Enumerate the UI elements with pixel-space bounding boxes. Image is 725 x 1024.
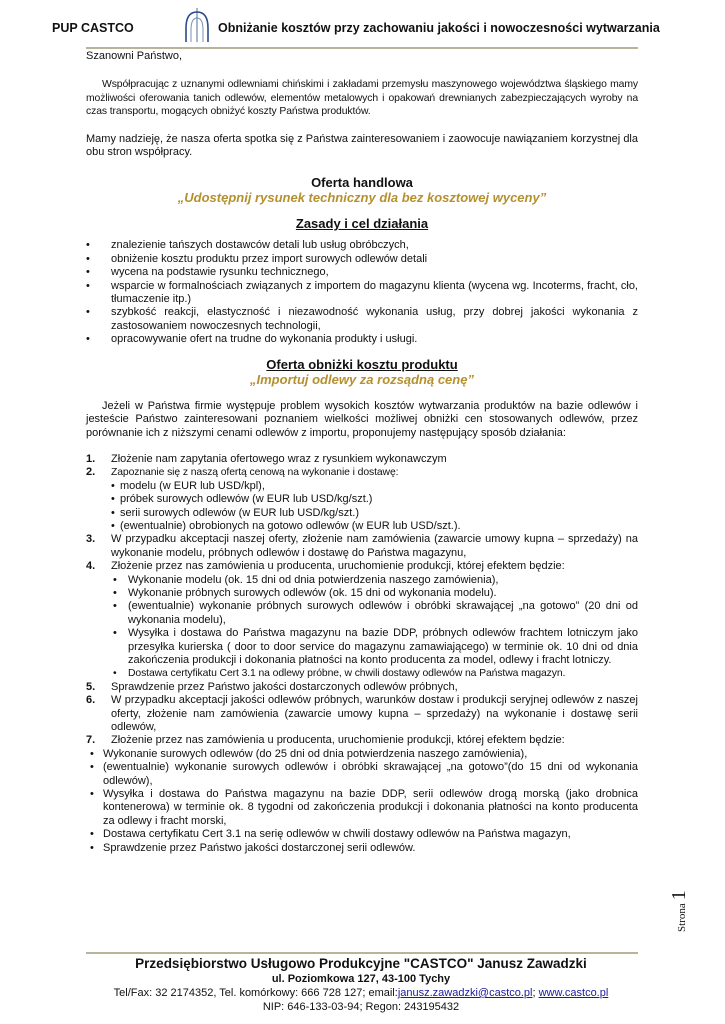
greeting: Szanowni Państwo, bbox=[86, 50, 182, 62]
header-divider bbox=[86, 47, 638, 49]
list-item: • szybkość reakcji, elastyczność i niezawodność wykonania usług, przy dobrej jakości wykonania z zastosowaniem nowoczesnych technologii, bbox=[86, 306, 638, 333]
list-item: • Wykonanie próbnych surowych odlewów (ok. 15 dni od wykonania modelu). bbox=[111, 587, 638, 600]
offer-cost-subtitle: „Importuj odlewy za rozsądną cenę” bbox=[250, 371, 474, 387]
principles-list bbox=[86, 239, 638, 346]
list-item: • próbek surowych odlewów (w EUR lub USD/kg/szt.) bbox=[111, 493, 638, 506]
step-number: 4. bbox=[86, 560, 96, 573]
step-item bbox=[86, 734, 638, 855]
list-item: • (ewentualnie) wykonanie próbnych surowych odlewów i obróbki skrawającej „na gotowo” (20 dni od wykonania modelu), bbox=[111, 600, 638, 627]
offer-trade-title: Oferta handlowa bbox=[311, 175, 413, 191]
step-subitems bbox=[86, 748, 638, 855]
footer-contact-prefix: Tel/Fax: 32 2174352, Tel. komórkowy: 666 728 127; email: bbox=[113, 987, 398, 999]
intro-paragraph: Współpracując z uznanymi odlewniami chińskimi i zakładami przemysłu maszynowego województwa śląskiego mamy możliwości oferowania tanich odlewów, elementów metalowych i opakowań drewnianych zabezpieczających wyroby na czas transportu, mogących obniżyć koszty Państwa produktów. bbox=[86, 79, 638, 118]
list-item: • Dostawa certyfikatu Cert 3.1 na odlewy próbne, w chwili dostawy odlewów na Państwa magazyn. bbox=[111, 667, 638, 680]
offer-trade-subtitle: „Udostępnij rysunek techniczny dla bez kosztowej wyceny” bbox=[177, 190, 547, 206]
list-item: • (ewentualnie) wykonanie surowych odlewów i obróbki skrawającej „na gotowo”(do 15 dni od wykonania odlewów), bbox=[86, 761, 638, 788]
step-item bbox=[86, 533, 638, 560]
intro-paragraph: Mamy nadzieję, że nasza oferta spotka się z Państwa zainteresowaniem i zaowocuje nawiązaniem korzystnej dla obu stron współpracy. bbox=[86, 132, 638, 159]
footer-separator: ; bbox=[532, 987, 539, 999]
step-item bbox=[86, 453, 638, 466]
step-subitems bbox=[111, 480, 638, 534]
list-item: • znalezienie tańszych dostawców detali lub usług obróbczych, bbox=[86, 239, 638, 252]
page-number: 1 bbox=[668, 890, 690, 901]
email-link[interactable]: janusz.zawadzki@castco.pl bbox=[397, 987, 533, 999]
footer-contact bbox=[78, 986, 644, 1000]
step-text: Zapoznanie się z naszą ofertą cenową na wykonanie i dostawę: bbox=[111, 467, 399, 479]
step-subitems bbox=[111, 574, 638, 681]
step-text: W przypadku akceptacji jakości odlewów próbnych, warunków dostaw i produkcji seryjnej odlewów z naszej oferty, złożenie nam zamówienia (zawarcie umowy kupna – sprzedaży) na wykonanie i dostawę serii odlewów, bbox=[111, 694, 638, 734]
page-header bbox=[40, 4, 660, 48]
footer-address: ul. Poziomkowa 127, 43-100 Tychy bbox=[271, 973, 451, 985]
step-number: 6. bbox=[86, 694, 96, 707]
website-link[interactable]: www.castco.pl bbox=[538, 987, 609, 999]
list-item: • (ewentualnie) obrobionych na gotowo odlewów (w EUR lub USD/szt.). bbox=[111, 520, 638, 533]
offer-cost-heading: Oferta obniżki kosztu produktu bbox=[266, 356, 458, 372]
footer-company: Przedsiębiorstwo Usługowo Produkcyjne "CASTCO" Janusz Zawadzki bbox=[135, 956, 587, 971]
list-item: • Wykonanie surowych odlewów (do 25 dni od dnia potwierdzenia naszego zamówienia), bbox=[86, 748, 638, 761]
list-item: • Sprawdzenie przez Państwo jakości dostarczonej serii odlewów. bbox=[86, 842, 638, 855]
footer-nip: NIP: 646-133-03-94; Regon: 243195432 bbox=[262, 1001, 460, 1013]
list-item: • Wysyłka i dostawa do Państwa magazynu na bazie DDP, próbnych odlewów frachtem lotniczym jako przesyłka kurierska ( door to door service do magazynu zamawiającego) w terminie ok. 10 dni od dnia zakończenia produkcji i dokonania płatności na konto producenta za model, odlewy i fracht lotniczy. bbox=[111, 627, 638, 667]
page-footer bbox=[78, 955, 644, 1014]
step-text: Złożenie nam zapytania ofertowego wraz z rysunkiem wykonawczym bbox=[111, 452, 447, 465]
offer-cost-intro: Jeżeli w Państwa firmie występuje problem wysokich kosztów wytwarzania produktów na bazie odlewów i jesteście Państwo zainteresowani poznaniem wielkości możliwej obniżki cen stosowanych odlewów, przez porównanie ich z niższymi cenami odlewów z importu, proponujemy następujący sposób działania: bbox=[86, 399, 638, 439]
list-item: • wycena na podstawie rysunku technicznego, bbox=[86, 266, 638, 279]
step-number: 1. bbox=[86, 452, 96, 465]
list-item: • serii surowych odlewów (w EUR lub USD/kg/szt.) bbox=[111, 507, 638, 520]
list-item: • Wykonanie modelu (ok. 15 dni od dnia potwierdzenia naszego zamówienia), bbox=[111, 574, 638, 587]
step-text: W przypadku akceptacji naszej oferty, złożenie nam zamówienia (zawarcie umowy kupna – sprzedaży) na wykonanie modelu, próbnych odlewów i dostawę do Państwa magazynu, bbox=[111, 533, 638, 559]
step-number: 3. bbox=[86, 533, 96, 546]
step-item bbox=[86, 466, 638, 533]
step-text: Złożenie przez nas zamówienia u producenta, uruchomienie produkcji, której efektem będzie: bbox=[111, 560, 565, 573]
step-item bbox=[86, 560, 638, 681]
step-text: Złożenie przez nas zamówienia u producenta, uruchomienie produkcji, której efektem będzie: bbox=[111, 734, 565, 747]
castco-arch-logo-icon bbox=[182, 8, 212, 42]
principles-heading: Zasady i cel działania bbox=[295, 216, 429, 232]
step-number: 2. bbox=[86, 466, 96, 479]
list-item: • wsparcie w formalnościach związanych z importem do magazynu klienta (wycena wg. Incoterms, fracht, cło, tłumaczenie itp.) bbox=[86, 280, 638, 307]
step-number: 7. bbox=[86, 734, 96, 747]
steps-list bbox=[86, 453, 638, 855]
step-item bbox=[86, 681, 638, 694]
page-number-label bbox=[668, 862, 688, 932]
page-label-word: Strona bbox=[676, 903, 688, 932]
header-tagline: Obniżanie kosztów przy zachowaniu jakości i nowoczesności wytwarzania bbox=[218, 21, 660, 35]
step-number: 5. bbox=[86, 680, 96, 693]
list-item: • modelu (w EUR lub USD/kpl), bbox=[111, 480, 638, 493]
list-item: • obniżenie kosztu produktu przez import surowych odlewów detali bbox=[86, 253, 638, 266]
step-item bbox=[86, 694, 638, 734]
brand-name: PUP CASTCO bbox=[52, 21, 134, 35]
list-item: • Wysyłka i dostawa do Państwa magazynu na bazie DDP, serii odlewów drogą morską (jako drobnica kontenerowa) w terminie ok. 8 tygodni od zakończenia produkcji i dokonania płatności na konto producenta za odlewy i fracht morski, bbox=[86, 788, 638, 828]
letter-body bbox=[86, 50, 638, 855]
step-text: Sprawdzenie przez Państwo jakości dostarczonych odlewów próbnych, bbox=[111, 680, 458, 693]
list-item: • Dostawa certyfikatu Cert 3.1 na serię odlewów w chwili dostawy odlewów na Państwa magazyn, bbox=[86, 828, 638, 841]
list-item: • opracowywanie ofert na trudne do wykonania produkty i usługi. bbox=[86, 333, 638, 346]
footer-divider bbox=[86, 952, 638, 954]
